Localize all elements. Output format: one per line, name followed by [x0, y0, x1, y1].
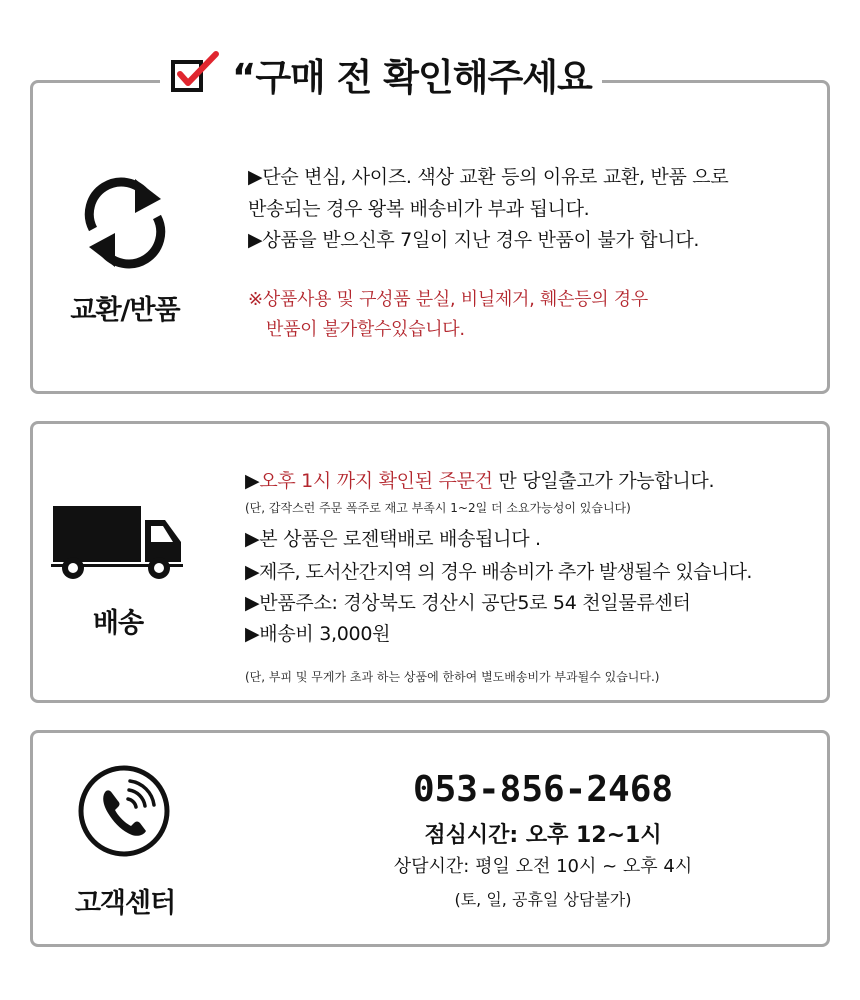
customer-center-label: 고객센터	[74, 888, 176, 919]
consult-hours: 상담시간: 평일 오전 10시 ~ 오후 4시	[393, 856, 693, 877]
exchange-line-2: 반송되는 경우 왕복 배송비가 부과 됩니다.	[248, 198, 590, 220]
closed-days: (토, 일, 공휴일 상담불가)	[454, 890, 632, 909]
delivery-note-1: (단, 갑작스런 주문 폭주로 재고 부족시 1~2일 더 소요가능성이 있습니다)	[245, 501, 631, 515]
delivery-line-1-rest: 만 당일출고가 가능합니다.	[492, 470, 715, 492]
exchange-return-section	[30, 80, 830, 394]
delivery-section	[30, 421, 830, 703]
delivery-line-1-arrow: ▶	[245, 470, 260, 492]
page-title: “구매 전 확인해주세요	[232, 56, 592, 99]
delivery-line-1	[245, 466, 714, 493]
delivery-line-4: ▶반품주소: 경상북도 경산시 공단5로 54 천일물류센터	[245, 592, 691, 614]
delivery-label: 배송	[92, 608, 144, 639]
delivery-truck-icon	[51, 502, 185, 586]
delivery-cutoff-highlight: 오후 1시 까지 확인된 주문건	[259, 470, 493, 492]
exchange-warning-1: ※상품사용 및 구성품 분실, 비닐제거, 훼손등의 경우	[248, 289, 648, 310]
lunch-hours: 점심시간: 오후 12~1시	[424, 823, 662, 848]
phone-call-icon	[76, 763, 172, 863]
refresh-arrows-icon	[75, 173, 175, 277]
checkbox-checked-icon	[170, 50, 222, 98]
delivery-line-5: ▶배송비 3,000원	[245, 623, 391, 645]
delivery-line-2: ▶본 상품은 로젠택배로 배송됩니다 .	[245, 528, 541, 550]
exchange-line-3: ▶상품을 받으신후 7일이 지난 경우 반품이 불가 합니다.	[248, 229, 700, 251]
section-header	[160, 44, 602, 104]
customer-center-section	[30, 730, 830, 947]
exchange-line-1: ▶단순 변심, 사이즈. 색상 교환 등의 이유로 교환, 반품 으로	[248, 166, 729, 188]
exchange-warning-2: 반품이 불가할수있습니다.	[266, 319, 465, 340]
delivery-note-2: (단, 부피 및 무게가 초과 하는 상품에 한하여 별도배송비가 부과될수 있습니다.)	[245, 670, 660, 684]
delivery-line-3: ▶제주, 도서산간지역 의 경우 배송비가 추가 발생될수 있습니다.	[245, 561, 752, 583]
phone-number: 053-856-2468	[412, 769, 674, 810]
exchange-return-label: 교환/반품	[70, 295, 180, 326]
